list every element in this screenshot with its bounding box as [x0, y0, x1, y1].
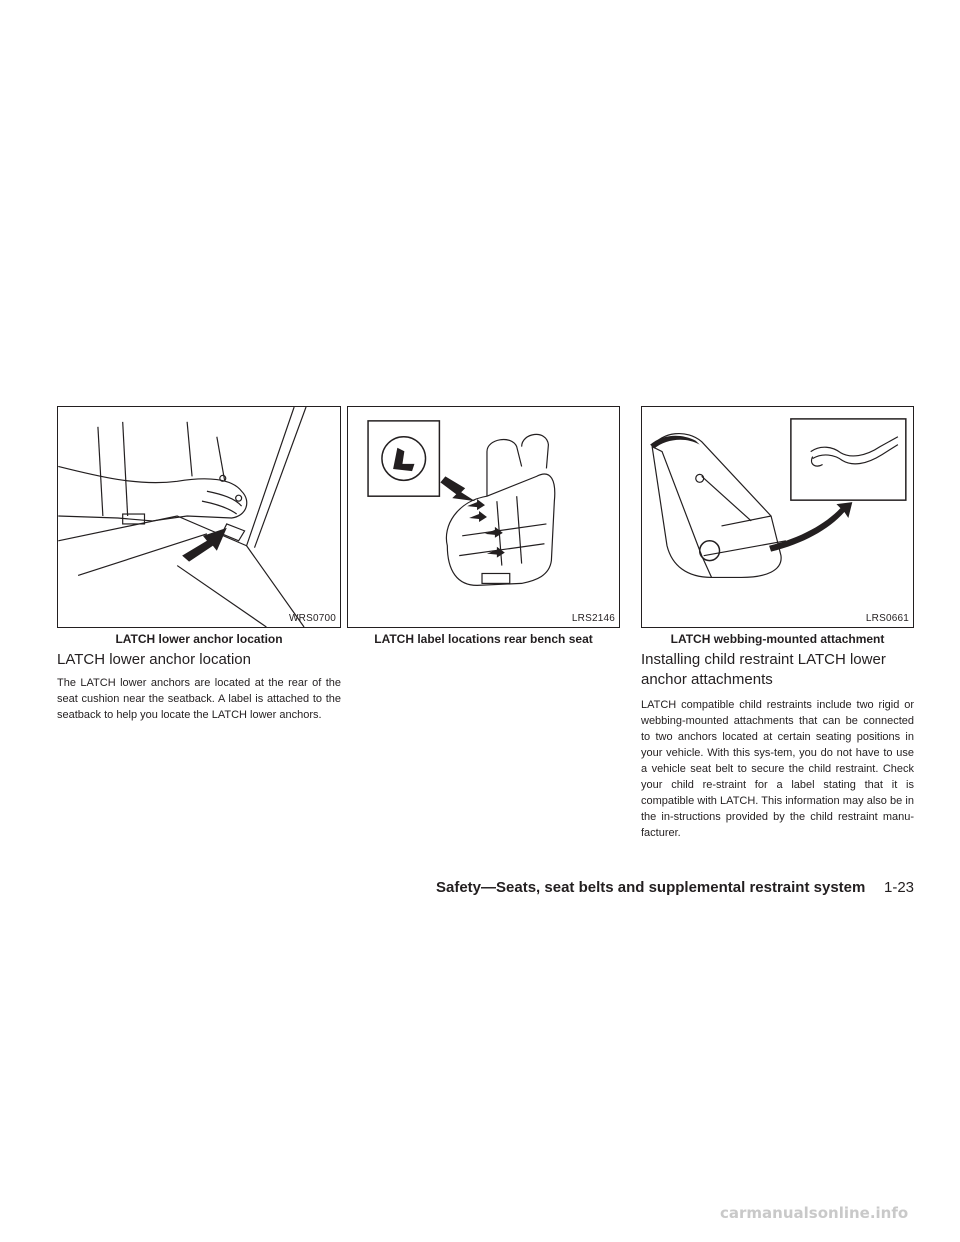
child-seat-label-icon	[394, 449, 414, 471]
illustration-rear-bench-seat	[348, 407, 619, 627]
figure-caption: LATCH label locations rear bench seat	[374, 632, 593, 646]
illustration-hand-anchor	[58, 407, 340, 627]
section-body: The LATCH lower anchors are located at the rear of the seat cushion near the seatback. A label is attached to the seatback to help you locate the LATCH lower anchors.	[57, 677, 341, 721]
arrow-icon	[182, 528, 227, 562]
figure-caption: LATCH webbing-mounted attachment	[670, 632, 885, 646]
watermark: carmanualsonline.info	[720, 1204, 909, 1222]
section-heading: Installing child restraint LATCH lower anchor attachments	[641, 651, 886, 688]
figure-latch-label-locations	[347, 406, 620, 628]
figure-code: LRS2146	[571, 613, 615, 624]
section-heading: LATCH lower anchor location	[57, 651, 251, 668]
arrow-icon	[769, 502, 852, 552]
arrow-icon	[440, 476, 475, 501]
figure-latch-lower-anchor	[57, 406, 341, 628]
figure-caption: LATCH lower anchor location	[115, 632, 283, 646]
figure-code: LRS0661	[865, 613, 909, 624]
footer-section-title: Safety—Seats, seat belts and supplemental restraint system	[436, 879, 866, 896]
section-body: LATCH compatible child restraints include two rigid or webbing-mounted attachments that can be connected to two anchors located at certain seating positions in your vehicle. With this sys-tem, you do not have to use a vehicle seat belt to secure the child restraint. Check your child re-straint for a label stating that it is compatible with LATCH. This information may also be in the in-structions provided by the child restraint manu-facturer.	[641, 699, 914, 839]
figure-latch-webbing-attachment	[641, 406, 914, 628]
illustration-child-seat-attachment	[642, 407, 913, 627]
figure-code: WRS0700	[289, 613, 336, 624]
page-number: 1-23	[884, 879, 915, 896]
